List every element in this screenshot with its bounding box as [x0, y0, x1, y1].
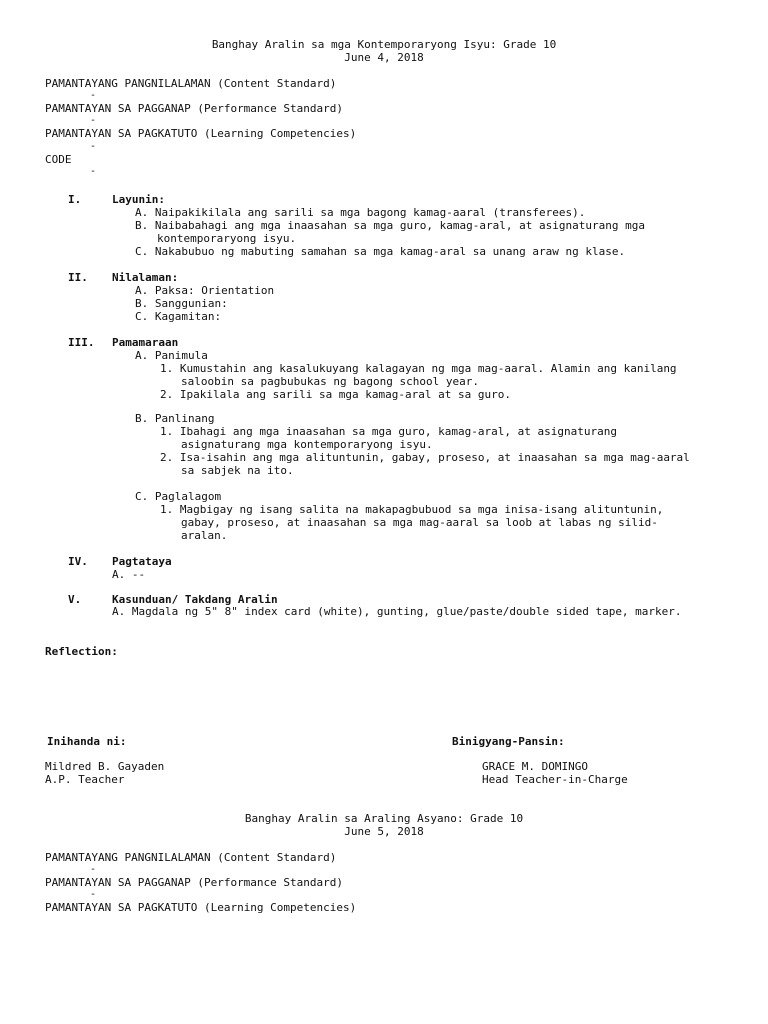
standard-label: PAMANTAYAN SA PAGKATUTO [45, 127, 198, 140]
noted-by-role: Head Teacher-in-Charge [482, 773, 628, 786]
section-number: III. [68, 336, 95, 349]
content-item: A. Paksa: Orientation [135, 284, 275, 297]
objective-item-continued: kontemporaryong isyu. [157, 232, 297, 245]
standard-label: PAMANTAYAN SA PAGGANAP [45, 876, 191, 889]
section-heading-pagtataya: Pagtataya [112, 555, 172, 568]
section-number: I. [68, 193, 82, 206]
standard-label: PAMANTAYANG PANGNILALAMAN [45, 851, 211, 864]
code-value: - [90, 166, 97, 177]
standard-label: PAMANTAYAN SA PAGKATUTO [45, 901, 198, 914]
section-number: II. [68, 271, 88, 284]
plan1-title: Banghay Aralin sa mga Kontemporaryong Isyu: Grade 10 [211, 38, 557, 51]
procedure-sub-heading: A. Panimula [135, 349, 208, 362]
standard-note: (Learning Competencies) [203, 901, 357, 914]
prepared-by-caption: Inihanda ni: [47, 735, 127, 748]
standard-value: - [90, 115, 97, 126]
content-standard-row [45, 77, 336, 90]
procedure-step: 1. Magbigay ng isang salita na makapagbubuod sa mga inisa-isang alituntunin, [160, 503, 664, 516]
learning-competencies-row [45, 901, 356, 914]
content-item: C. Kagamitan: [135, 310, 222, 323]
procedure-step: 1. Kumustahin ang kasalukuyang kalagayan ng mga mag-aaral. Alamin ang kanilang [160, 362, 677, 375]
plan2-date: June 5, 2018 [344, 825, 424, 838]
standard-note: (Learning Competencies) [203, 127, 357, 140]
noted-by-caption: Binigyang-Pansin: [452, 735, 565, 748]
section-heading-pamamaraan: Pamamaraan [112, 336, 179, 349]
prepared-by-name: Mildred B. Gayaden [45, 760, 165, 773]
standard-note: (Content Standard) [217, 851, 337, 864]
section-heading-nilalaman: Nilalaman: [112, 271, 179, 284]
objective-item: C. Nakabubuo ng mabuting samahan sa mga kamag-aral sa unang araw ng klase. [135, 245, 626, 258]
procedure-step: 2. Ipakilala ang sarili sa mga kamag-aral at sa guro. [160, 388, 511, 401]
reflection-label: Reflection: [45, 645, 118, 658]
standard-value: - [90, 141, 97, 152]
learning-competencies-row [45, 127, 356, 140]
section-heading-kasunduan: Kasunduan/ Takdang Aralin [112, 593, 278, 606]
objective-item: B. Naibabahagi ang mga inaasahan sa mga guro, kamag-aral, at asignaturang mga [135, 219, 645, 232]
procedure-step-continued: saloobin sa pagbubukas ng bagong school year. [181, 375, 480, 388]
content-standard-row [45, 851, 336, 864]
procedure-step-continued: sa sabjek na ito. [181, 464, 294, 477]
section-number: IV. [68, 555, 88, 568]
plan1-date: June 4, 2018 [344, 51, 424, 64]
standard-value: - [90, 889, 97, 900]
section-number: V. [68, 593, 82, 606]
objective-item: A. Naipakikilala ang sarili sa mga bagong kamag-aaral (transferees). [135, 206, 586, 219]
standard-value: - [90, 864, 97, 875]
standard-note: (Performance Standard) [197, 876, 344, 889]
content-item: B. Sanggunian: [135, 297, 228, 310]
procedure-step-continued: aralan. [181, 529, 228, 542]
assignment-item: A. Magdala ng 5" 8" index card (white), gunting, glue/paste/double sided tape, marker. [112, 605, 682, 618]
procedure-sub-heading: B. Panlinang [135, 412, 215, 425]
prepared-by-role: A.P. Teacher [45, 773, 125, 786]
section-heading-layunin: Layunin: [112, 193, 165, 206]
procedure-step: 2. Isa-isahin ang mga alituntunin, gabay, proseso, at inaasahan sa mga mag-aaral [160, 451, 690, 464]
standard-value: - [90, 90, 97, 101]
standard-label: PAMANTAYAN SA PAGGANAP [45, 102, 191, 115]
procedure-step-continued: asignaturang mga kontemporaryong isyu. [181, 438, 433, 451]
procedure-step-continued: gabay, proseso, at inaasahan sa mga mag-aaral sa loob at labas ng silid- [181, 516, 658, 529]
procedure-sub-heading: C. Paglalagom [135, 490, 222, 503]
procedure-step: 1. Ibahagi ang mga inaasahan sa mga guro, kamag-aral, at asignaturang [160, 425, 617, 438]
assessment-item: A. -- [112, 568, 146, 581]
standard-note: (Performance Standard) [197, 102, 344, 115]
plan2-title: Banghay Aralin sa Araling Asyano: Grade 10 [244, 812, 524, 825]
noted-by-name: GRACE M. DOMINGO [482, 760, 588, 773]
standard-note: (Content Standard) [217, 77, 337, 90]
standard-label: PAMANTAYANG PANGNILALAMAN [45, 77, 211, 90]
code-label: CODE [45, 153, 72, 166]
